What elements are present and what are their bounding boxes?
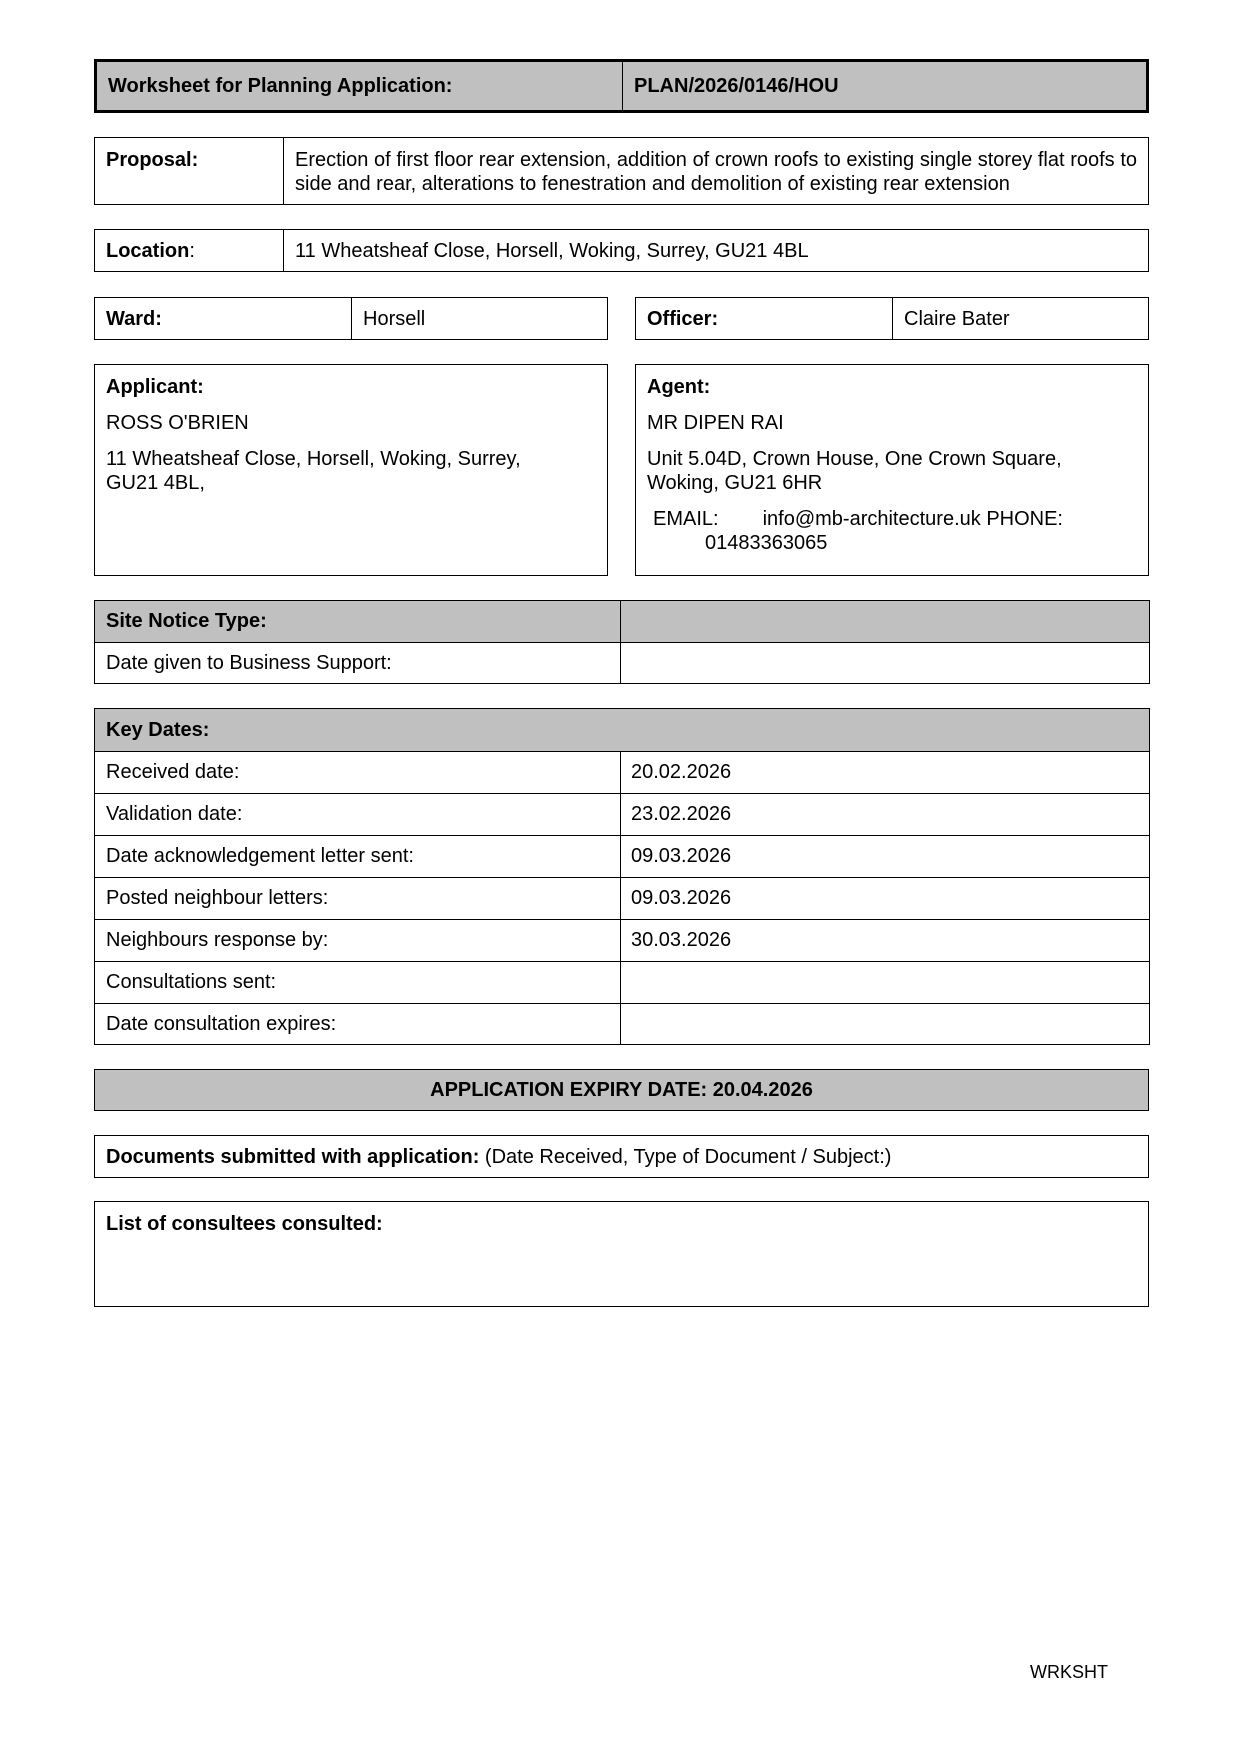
key-date-label: Consultations sent: bbox=[106, 971, 277, 993]
agent-email: info@mb-architecture.uk bbox=[762, 508, 981, 530]
documents-label: Documents submitted with application: bbox=[106, 1145, 480, 1168]
proposal-box bbox=[94, 137, 1149, 205]
ward-value: Horsell bbox=[351, 298, 607, 339]
proposal-text: Erection of first floor rear extension, addition of crown roofs to existing single storey flat roofs to side and rear, alterations to fenestration and demolition of existing rear extension bbox=[283, 138, 1148, 204]
agent-contact bbox=[647, 507, 1137, 555]
officer-value: Claire Bater bbox=[892, 298, 1148, 339]
proposal-label: Proposal: bbox=[106, 149, 199, 171]
agent-phone: 01483363065 bbox=[705, 532, 828, 554]
application-expiry-banner: APPLICATION EXPIRY DATE: 20.04.2026 bbox=[94, 1069, 1149, 1111]
business-support-date-row bbox=[95, 642, 1149, 683]
key-date-value: 23.02.2026 bbox=[631, 803, 732, 825]
key-date-label: Date acknowledgement letter sent: bbox=[106, 845, 414, 867]
site-notice-type-label: Site Notice Type: bbox=[106, 610, 267, 632]
key-date-row bbox=[95, 919, 1149, 961]
key-dates-header bbox=[95, 709, 1149, 751]
application-reference: PLAN/2026/0146/HOU bbox=[622, 62, 1146, 110]
agent-address-line2: Woking, GU21 6HR bbox=[647, 472, 823, 494]
documents-detail: (Date Received, Type of Document / Subject:) bbox=[484, 1145, 892, 1168]
location-address: 11 Wheatsheaf Close, Horsell, Woking, Surrey, GU21 4BL bbox=[283, 230, 1148, 271]
agent-address bbox=[647, 447, 1137, 495]
location-box bbox=[94, 229, 1149, 272]
applicant-label: Applicant: bbox=[106, 376, 204, 398]
key-date-value: 20.02.2026 bbox=[631, 761, 732, 783]
site-notice-type-row bbox=[95, 601, 1149, 642]
key-date-value bbox=[620, 962, 631, 1003]
business-support-date-value bbox=[620, 643, 631, 683]
ward-box bbox=[94, 297, 608, 340]
key-date-value: 09.03.2026 bbox=[631, 887, 732, 909]
agent-phone-label: PHONE: bbox=[986, 508, 1063, 530]
key-date-row bbox=[95, 877, 1149, 919]
officer-box bbox=[635, 297, 1149, 340]
location-label-cell bbox=[95, 230, 283, 271]
key-date-row bbox=[95, 1003, 1149, 1045]
key-date-label: Validation date: bbox=[106, 803, 243, 825]
applicant-address-line1: 11 Wheatsheaf Close, Horsell, Woking, Surrey, bbox=[106, 448, 521, 470]
key-date-row bbox=[95, 793, 1149, 835]
key-dates-table bbox=[94, 708, 1150, 1045]
key-date-row bbox=[95, 751, 1149, 793]
agent-box bbox=[635, 364, 1149, 576]
worksheet-header-label: Worksheet for Planning Application: bbox=[108, 75, 453, 97]
key-date-row bbox=[95, 961, 1149, 1003]
location-label-colon: : bbox=[189, 239, 195, 262]
consultees-label: List of consultees consulted: bbox=[106, 1213, 383, 1235]
key-date-label: Received date: bbox=[106, 761, 240, 783]
applicant-address-line2: GU21 4BL, bbox=[106, 472, 205, 494]
key-date-row bbox=[95, 835, 1149, 877]
agent-name: MR DIPEN RAI bbox=[647, 412, 784, 434]
applicant-box bbox=[94, 364, 608, 576]
key-dates-title: Key Dates: bbox=[106, 718, 210, 741]
consultees-box bbox=[94, 1201, 1149, 1307]
key-date-value bbox=[620, 1004, 631, 1045]
officer-label: Officer: bbox=[647, 307, 719, 330]
site-notice-type-value bbox=[620, 601, 631, 642]
applicant-name: ROSS O'BRIEN bbox=[106, 412, 249, 434]
key-date-value: 30.03.2026 bbox=[631, 929, 732, 951]
location-label: Location bbox=[106, 239, 190, 262]
site-notice-table bbox=[94, 600, 1150, 684]
agent-address-line1: Unit 5.04D, Crown House, One Crown Square, bbox=[647, 448, 1062, 470]
ward-label: Ward: bbox=[106, 307, 162, 330]
footer-code: WRKSHT bbox=[1030, 1662, 1108, 1682]
key-date-label: Date consultation expires: bbox=[106, 1013, 337, 1035]
key-date-label: Neighbours response by: bbox=[106, 929, 329, 951]
key-date-label: Posted neighbour letters: bbox=[106, 887, 329, 909]
business-support-date-label: Date given to Business Support: bbox=[106, 651, 392, 674]
documents-box bbox=[94, 1135, 1149, 1178]
agent-email-label: EMAIL: bbox=[653, 508, 719, 530]
key-date-value: 09.03.2026 bbox=[631, 845, 732, 867]
worksheet-header bbox=[94, 59, 1149, 113]
applicant-address bbox=[106, 447, 596, 495]
agent-label: Agent: bbox=[647, 376, 711, 398]
